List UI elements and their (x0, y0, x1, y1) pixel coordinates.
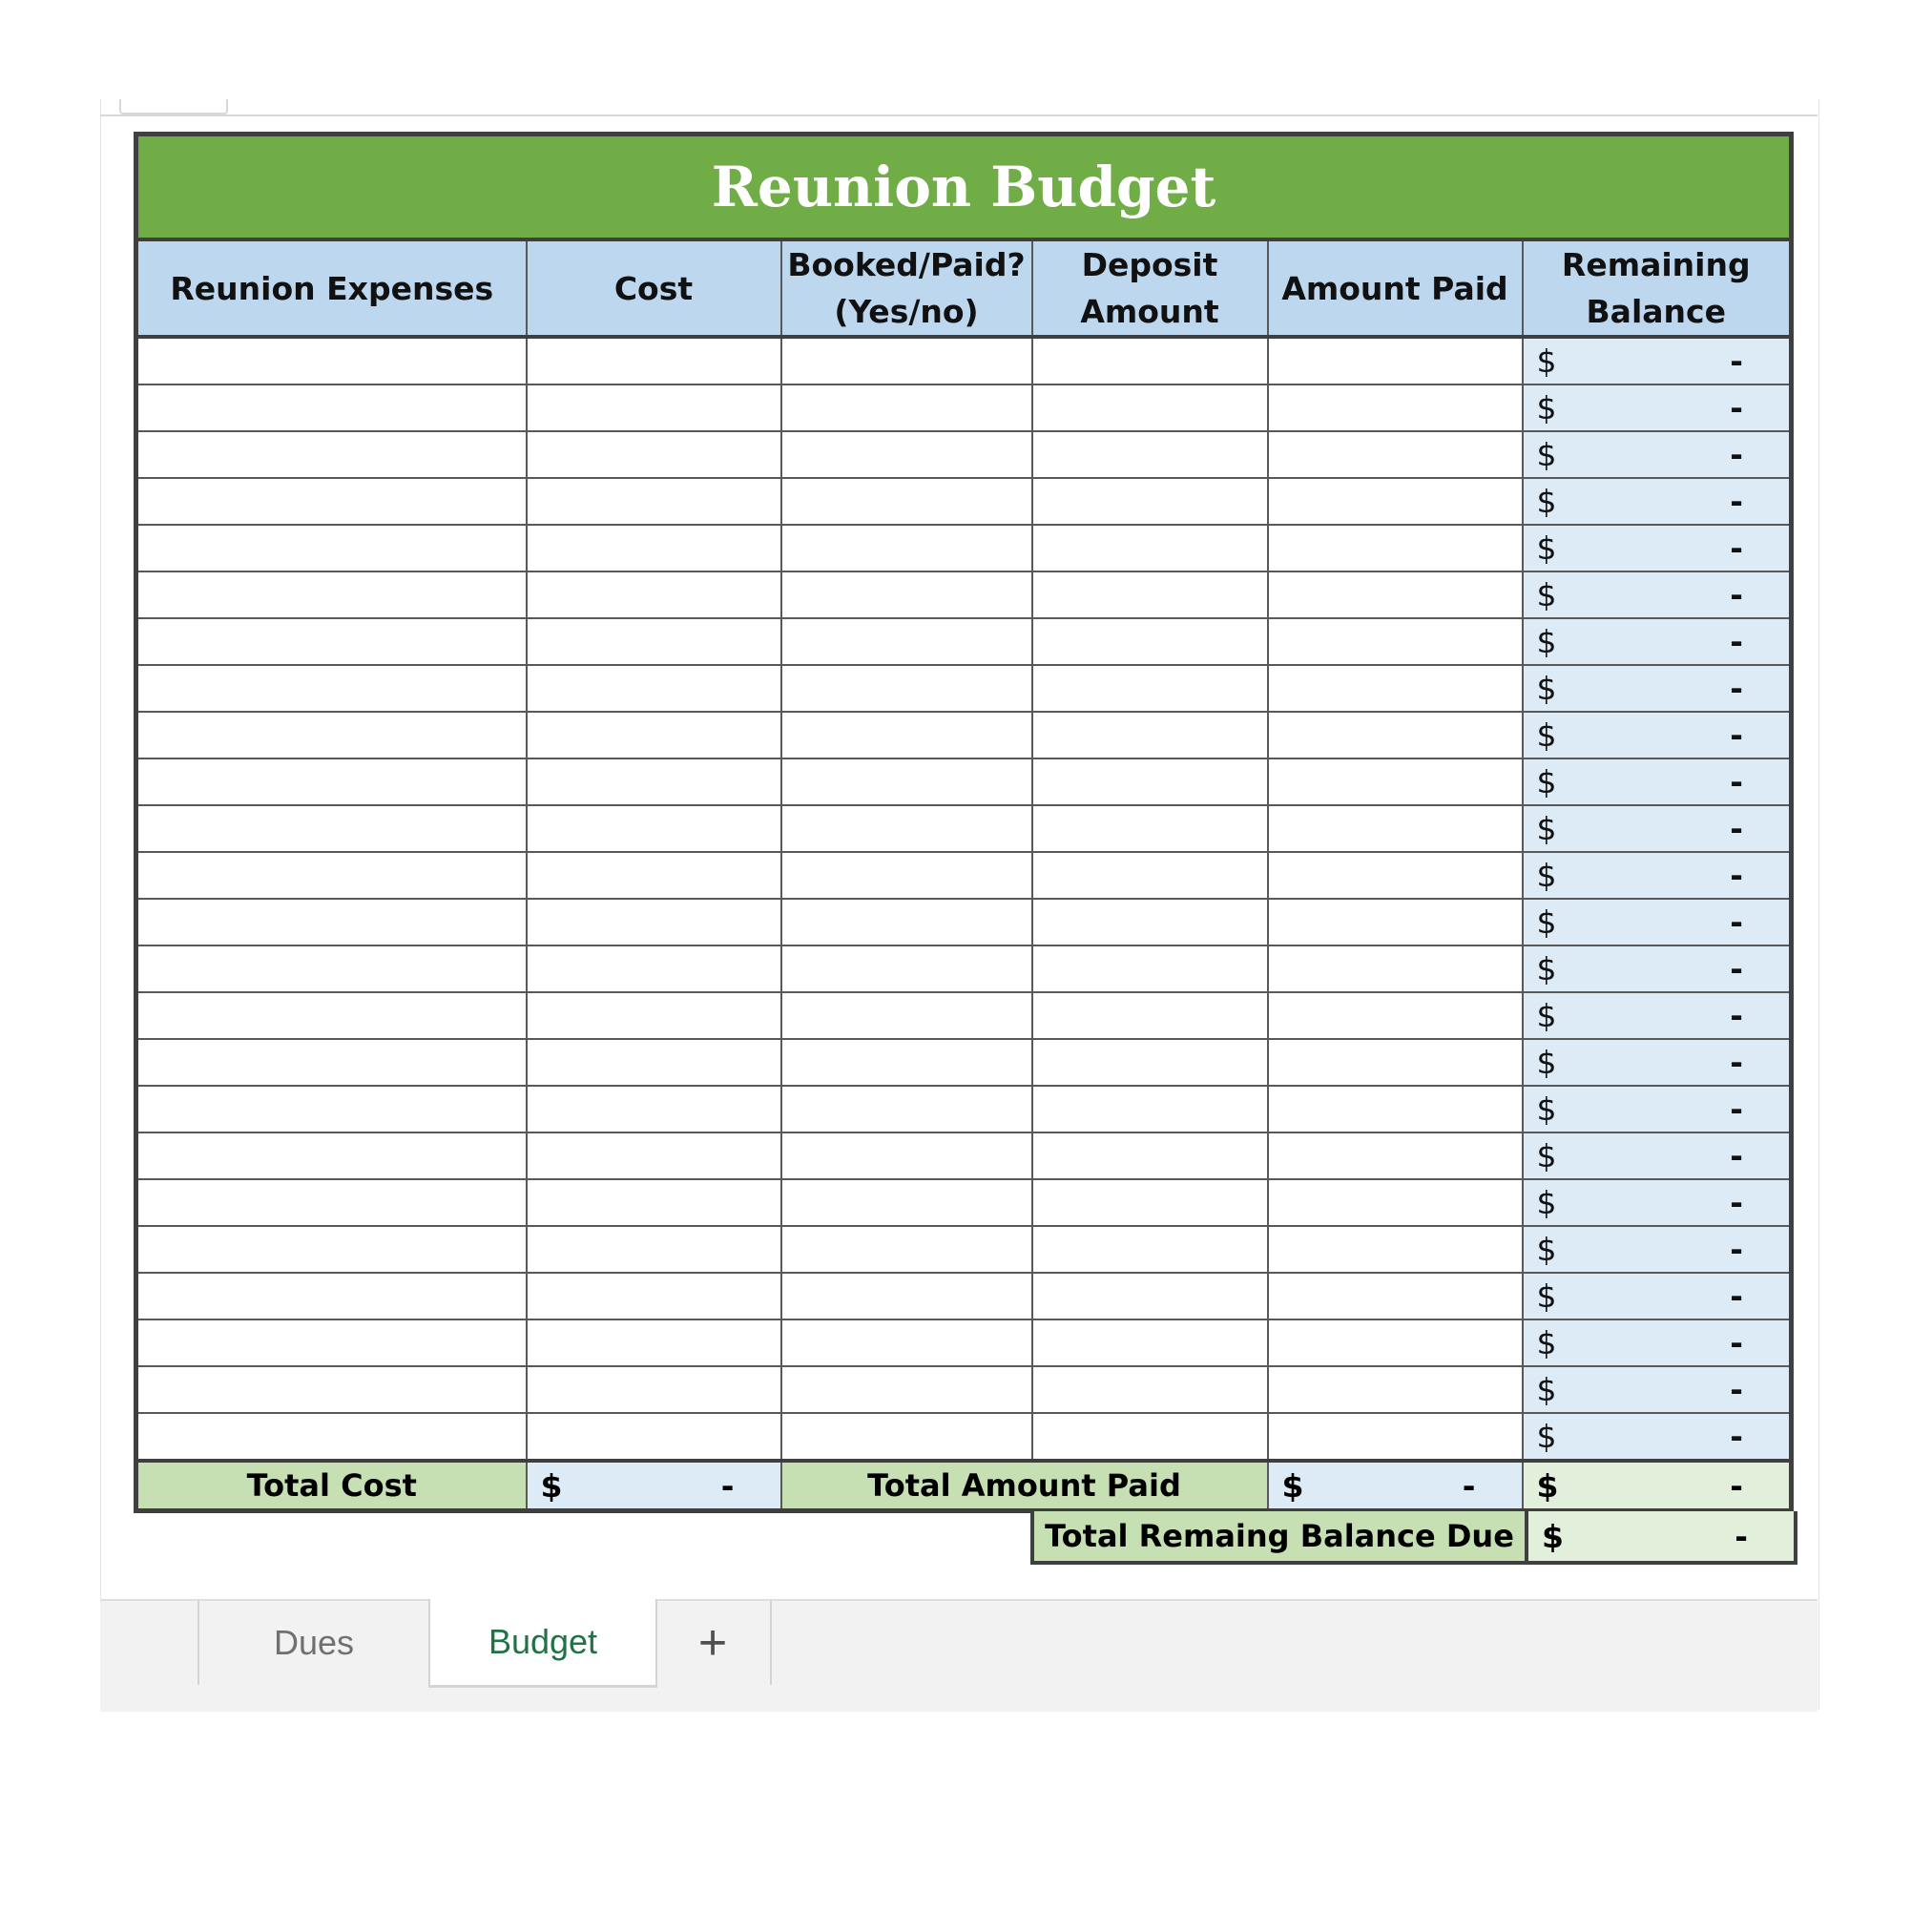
deposit-cell[interactable] (1032, 431, 1268, 478)
cost-cell[interactable] (527, 945, 781, 992)
table-row (136, 712, 1792, 758)
deposit-cell[interactable] (1032, 1319, 1268, 1366)
booked-cell[interactable] (781, 384, 1032, 431)
cost-cell[interactable] (527, 431, 781, 478)
currency-symbol: $ (1536, 1324, 1557, 1361)
booked-cell[interactable] (781, 665, 1032, 712)
remaining-balance-amount: - (1730, 763, 1743, 800)
currency-symbol: $ (1536, 1278, 1557, 1315)
expense-cell[interactable] (136, 992, 527, 1039)
amount-paid-cell[interactable] (1268, 1039, 1523, 1086)
expense-cell[interactable] (136, 618, 527, 665)
currency-symbol: $ (1536, 904, 1557, 941)
booked-cell[interactable] (781, 478, 1032, 525)
amount-paid-cell[interactable] (1268, 852, 1523, 899)
cost-cell[interactable] (527, 1132, 781, 1179)
remaining-balance-cell[interactable] (1523, 945, 1792, 992)
deposit-cell[interactable] (1032, 1226, 1268, 1273)
table-row (136, 1366, 1792, 1413)
currency-symbol: $ (540, 1466, 563, 1505)
booked-cell[interactable] (781, 1226, 1032, 1273)
cost-cell[interactable] (527, 618, 781, 665)
deposit-cell[interactable] (1032, 665, 1268, 712)
total-remaining-due-value[interactable] (1528, 1511, 1794, 1561)
currency-symbol: $ (1536, 1466, 1559, 1505)
amount-paid-cell[interactable] (1268, 1226, 1523, 1273)
table-row (136, 1319, 1792, 1366)
currency-symbol: $ (1536, 950, 1557, 987)
cost-cell[interactable] (527, 1273, 781, 1319)
booked-cell[interactable] (781, 618, 1032, 665)
amount-paid-cell[interactable] (1268, 1132, 1523, 1179)
booked-cell[interactable] (781, 571, 1032, 618)
header-reunion-expenses[interactable]: Reunion Expenses (136, 239, 527, 337)
amount-paid-cell[interactable] (1268, 1086, 1523, 1132)
remaining-balance-cell[interactable] (1523, 1179, 1792, 1226)
deposit-cell[interactable] (1032, 337, 1268, 384)
amount-paid-cell[interactable] (1268, 945, 1523, 992)
cost-cell[interactable] (527, 665, 781, 712)
amount-paid-cell[interactable] (1268, 337, 1523, 384)
remaining-balance-amount: - (1730, 530, 1743, 567)
deposit-cell[interactable] (1032, 571, 1268, 618)
budget-sheet (134, 132, 1794, 1513)
expense-cell[interactable] (136, 431, 527, 478)
deposit-cell[interactable] (1032, 1086, 1268, 1132)
table-row (136, 805, 1792, 852)
remaining-balance-amount: - (1730, 950, 1743, 987)
cost-cell[interactable] (527, 525, 781, 571)
booked-cell[interactable] (781, 337, 1032, 384)
booked-cell[interactable] (781, 805, 1032, 852)
remaining-balance-amount: - (1730, 997, 1743, 1034)
amount-paid-cell[interactable] (1268, 1366, 1523, 1413)
remaining-balance-amount: - (1730, 343, 1743, 380)
remaining-balance-amount: - (1730, 389, 1743, 426)
booked-cell[interactable] (781, 1366, 1032, 1413)
remaining-balance-amount: - (1730, 1278, 1743, 1315)
amount-paid-cell[interactable] (1268, 899, 1523, 945)
table-row (136, 431, 1792, 478)
remaining-balance-amount: - (1730, 1137, 1743, 1174)
booked-cell[interactable] (781, 899, 1032, 945)
deposit-cell[interactable] (1032, 945, 1268, 992)
expense-cell[interactable] (136, 1273, 527, 1319)
total-cost-amount: - (720, 1466, 735, 1505)
amount-paid-cell[interactable] (1268, 712, 1523, 758)
deposit-cell[interactable] (1032, 525, 1268, 571)
amount-paid-cell[interactable] (1268, 571, 1523, 618)
remaining-balance-cell[interactable] (1523, 337, 1792, 384)
deposit-cell[interactable] (1032, 852, 1268, 899)
table-row (136, 478, 1792, 525)
deposit-cell[interactable] (1032, 1039, 1268, 1086)
table-row (136, 618, 1792, 665)
remaining-balance-cell[interactable] (1523, 1319, 1792, 1366)
remaining-balance-amount: - (1730, 436, 1743, 473)
expense-cell[interactable] (136, 571, 527, 618)
currency-symbol: $ (1536, 717, 1557, 754)
cost-cell[interactable] (527, 712, 781, 758)
cost-cell[interactable] (527, 805, 781, 852)
deposit-cell[interactable] (1032, 1273, 1268, 1319)
currency-symbol: $ (1536, 1184, 1557, 1221)
total-amount-paid-label[interactable]: Total Amount Paid (781, 1461, 1268, 1511)
remaining-balance-cell[interactable] (1523, 1273, 1792, 1319)
booked-cell[interactable] (781, 1273, 1032, 1319)
table-row (136, 1179, 1792, 1226)
expense-cell[interactable] (136, 525, 527, 571)
currency-symbol: $ (1542, 1517, 1564, 1555)
remaining-balance-amount: - (1730, 576, 1743, 613)
table-row (136, 1039, 1792, 1086)
expense-cell[interactable] (136, 1226, 527, 1273)
remaining-balance-amount: - (1730, 1044, 1743, 1081)
expense-cell[interactable] (136, 712, 527, 758)
currency-symbol: $ (1281, 1466, 1304, 1505)
remaining-balance-amount: - (1730, 1231, 1743, 1268)
remaining-balance-amount: - (1730, 810, 1743, 847)
remaining-balance-cell[interactable] (1523, 805, 1792, 852)
tab-budget[interactable]: Budget (428, 1599, 657, 1688)
amount-paid-cell[interactable] (1268, 992, 1523, 1039)
deposit-cell[interactable] (1032, 478, 1268, 525)
table-row (136, 992, 1792, 1039)
booked-cell[interactable] (781, 992, 1032, 1039)
table-row (136, 1273, 1792, 1319)
table-row (136, 899, 1792, 945)
table-row (136, 1413, 1792, 1461)
total-cost-value[interactable] (527, 1461, 781, 1511)
booked-cell[interactable] (781, 1086, 1032, 1132)
currency-symbol: $ (1536, 483, 1557, 520)
expense-cell[interactable] (136, 1413, 527, 1461)
expense-cell[interactable] (136, 337, 527, 384)
sheet-tab-bar (100, 1599, 1818, 1712)
cost-cell[interactable] (527, 1226, 781, 1273)
remaining-balance-cell[interactable] (1523, 384, 1792, 431)
deposit-cell[interactable] (1032, 992, 1268, 1039)
remaining-balance-cell[interactable] (1523, 852, 1792, 899)
amount-paid-cell[interactable] (1268, 1413, 1523, 1461)
currency-symbol: $ (1536, 1371, 1557, 1408)
remaining-balance-cell[interactable] (1523, 431, 1792, 478)
currency-symbol: $ (1536, 1091, 1557, 1128)
total-cost-label[interactable]: Total Cost (136, 1461, 527, 1511)
booked-cell[interactable] (781, 945, 1032, 992)
currency-symbol: $ (1536, 1137, 1557, 1174)
booked-cell[interactable] (781, 712, 1032, 758)
cost-cell[interactable] (527, 1179, 781, 1226)
amount-paid-cell[interactable] (1268, 1319, 1523, 1366)
amount-paid-cell[interactable] (1268, 805, 1523, 852)
cost-cell[interactable] (527, 758, 781, 805)
remaining-balance-amount: - (1730, 670, 1743, 707)
remaining-balance-amount: - (1730, 1371, 1743, 1408)
remaining-balance-cell[interactable] (1523, 992, 1792, 1039)
remaining-balance-cell[interactable] (1523, 1086, 1792, 1132)
expense-cell[interactable] (136, 1179, 527, 1226)
cost-cell[interactable] (527, 1086, 781, 1132)
remaining-balance-amount: - (1730, 483, 1743, 520)
expense-cell[interactable] (136, 945, 527, 992)
cost-cell[interactable] (527, 1319, 781, 1366)
total-remaining-balance-due (1030, 1511, 1797, 1565)
remaining-balance-cell[interactable] (1523, 571, 1792, 618)
table-row (136, 571, 1792, 618)
cost-cell[interactable] (527, 571, 781, 618)
remaining-balance-cell[interactable] (1523, 758, 1792, 805)
table-row (136, 525, 1792, 571)
total-remaining-value[interactable] (1523, 1461, 1792, 1511)
remaining-balance-amount: - (1730, 717, 1743, 754)
deposit-cell[interactable] (1032, 384, 1268, 431)
header-amount-paid[interactable]: Amount Paid (1268, 239, 1523, 337)
expense-cell[interactable] (136, 1319, 527, 1366)
table-row (136, 1086, 1792, 1132)
cost-cell[interactable] (527, 337, 781, 384)
expense-cell[interactable] (136, 1039, 527, 1086)
booked-cell[interactable] (781, 431, 1032, 478)
booked-cell[interactable] (781, 1319, 1032, 1366)
expense-cell[interactable] (136, 1086, 527, 1132)
header-remaining-balance[interactable]: Remaining Balance (1523, 239, 1792, 337)
table-row (136, 758, 1792, 805)
cost-cell[interactable] (527, 1413, 781, 1461)
remaining-balance-cell[interactable] (1523, 1226, 1792, 1273)
currency-symbol: $ (1536, 343, 1557, 380)
table-row (136, 665, 1792, 712)
total-amount-paid-amount: - (1462, 1466, 1476, 1505)
currency-symbol: $ (1536, 1418, 1557, 1455)
remaining-balance-cell[interactable] (1523, 1366, 1792, 1413)
currency-symbol: $ (1536, 670, 1557, 707)
remaining-balance-cell[interactable] (1523, 899, 1792, 945)
expense-cell[interactable] (136, 852, 527, 899)
deposit-cell[interactable] (1032, 618, 1268, 665)
currency-symbol: $ (1536, 1231, 1557, 1268)
deposit-cell[interactable] (1032, 1413, 1268, 1461)
table-row (136, 337, 1792, 384)
toolbar-edge-tab (119, 99, 228, 114)
remaining-balance-cell[interactable] (1523, 1132, 1792, 1179)
table-row (136, 1226, 1792, 1273)
amount-paid-cell[interactable] (1268, 431, 1523, 478)
remaining-balance-amount: - (1730, 904, 1743, 941)
expense-cell[interactable] (136, 1132, 527, 1179)
currency-symbol: $ (1536, 857, 1557, 894)
currency-symbol: $ (1536, 436, 1557, 473)
amount-paid-cell[interactable] (1268, 758, 1523, 805)
deposit-cell[interactable] (1032, 805, 1268, 852)
amount-paid-cell[interactable] (1268, 384, 1523, 431)
amount-paid-cell[interactable] (1268, 1179, 1523, 1226)
table-row (136, 852, 1792, 899)
total-remaining-due-amount: - (1735, 1517, 1748, 1555)
currency-symbol: $ (1536, 1044, 1557, 1081)
currency-symbol: $ (1536, 530, 1557, 567)
expense-cell[interactable] (136, 384, 527, 431)
table-row (136, 945, 1792, 992)
cost-cell[interactable] (527, 992, 781, 1039)
header-booked-paid[interactable]: Booked/Paid? (Yes/no) (781, 239, 1032, 337)
currency-symbol: $ (1536, 576, 1557, 613)
currency-symbol: $ (1536, 623, 1557, 660)
amount-paid-cell[interactable] (1268, 1273, 1523, 1319)
header-cost[interactable]: Cost (527, 239, 781, 337)
remaining-balance-amount: - (1730, 1418, 1743, 1455)
remaining-balance-cell[interactable] (1523, 1039, 1792, 1086)
remaining-balance-amount: - (1730, 1091, 1743, 1128)
remaining-balance-amount: - (1730, 1324, 1743, 1361)
currency-symbol: $ (1536, 810, 1557, 847)
amount-paid-cell[interactable] (1268, 478, 1523, 525)
amount-paid-cell[interactable] (1268, 525, 1523, 571)
deposit-cell[interactable] (1032, 758, 1268, 805)
currency-symbol: $ (1536, 997, 1557, 1034)
cost-cell[interactable] (527, 1039, 781, 1086)
deposit-cell[interactable] (1032, 1179, 1268, 1226)
remaining-balance-amount: - (1730, 1184, 1743, 1221)
remaining-balance-cell[interactable] (1523, 1413, 1792, 1461)
expense-cell[interactable] (136, 1366, 527, 1413)
amount-paid-cell[interactable] (1268, 665, 1523, 712)
currency-symbol: $ (1536, 389, 1557, 426)
booked-cell[interactable] (781, 1039, 1032, 1086)
table-row (136, 1132, 1792, 1179)
total-remaining-due-label[interactable]: Total Remaing Balance Due (1034, 1511, 1528, 1561)
remaining-balance-amount: - (1730, 857, 1743, 894)
toolbar-edge (100, 99, 1818, 116)
booked-cell[interactable] (781, 525, 1032, 571)
deposit-cell[interactable] (1032, 712, 1268, 758)
deposit-cell[interactable] (1032, 1132, 1268, 1179)
cost-cell[interactable] (527, 384, 781, 431)
expense-cell[interactable] (136, 665, 527, 712)
deposit-cell[interactable] (1032, 899, 1268, 945)
booked-cell[interactable] (781, 1132, 1032, 1179)
booked-cell[interactable] (781, 1413, 1032, 1461)
sheet-title[interactable]: Reunion Budget (136, 135, 1792, 240)
booked-cell[interactable] (781, 1179, 1032, 1226)
cost-cell[interactable] (527, 852, 781, 899)
cost-cell[interactable] (527, 899, 781, 945)
total-remaining-amount: - (1730, 1466, 1743, 1505)
total-amount-paid-value[interactable] (1268, 1461, 1523, 1511)
deposit-cell[interactable] (1032, 1366, 1268, 1413)
remaining-balance-cell[interactable] (1523, 665, 1792, 712)
booked-cell[interactable] (781, 758, 1032, 805)
cost-cell[interactable] (527, 478, 781, 525)
remaining-balance-cell[interactable] (1523, 712, 1792, 758)
booked-cell[interactable] (781, 852, 1032, 899)
expense-cell[interactable] (136, 899, 527, 945)
amount-paid-cell[interactable] (1268, 618, 1523, 665)
remaining-balance-amount: - (1730, 623, 1743, 660)
tab-dues[interactable]: Dues (197, 1601, 428, 1685)
remaining-balance-cell[interactable] (1523, 618, 1792, 665)
remaining-balance-cell[interactable] (1523, 525, 1792, 571)
table-row (136, 384, 1792, 431)
add-sheet-icon[interactable]: + (655, 1601, 772, 1685)
expense-cell[interactable] (136, 758, 527, 805)
expense-cell[interactable] (136, 478, 527, 525)
currency-symbol: $ (1536, 763, 1557, 800)
header-deposit-amount[interactable]: Deposit Amount (1032, 239, 1268, 337)
cost-cell[interactable] (527, 1366, 781, 1413)
remaining-balance-cell[interactable] (1523, 478, 1792, 525)
expense-cell[interactable] (136, 805, 527, 852)
